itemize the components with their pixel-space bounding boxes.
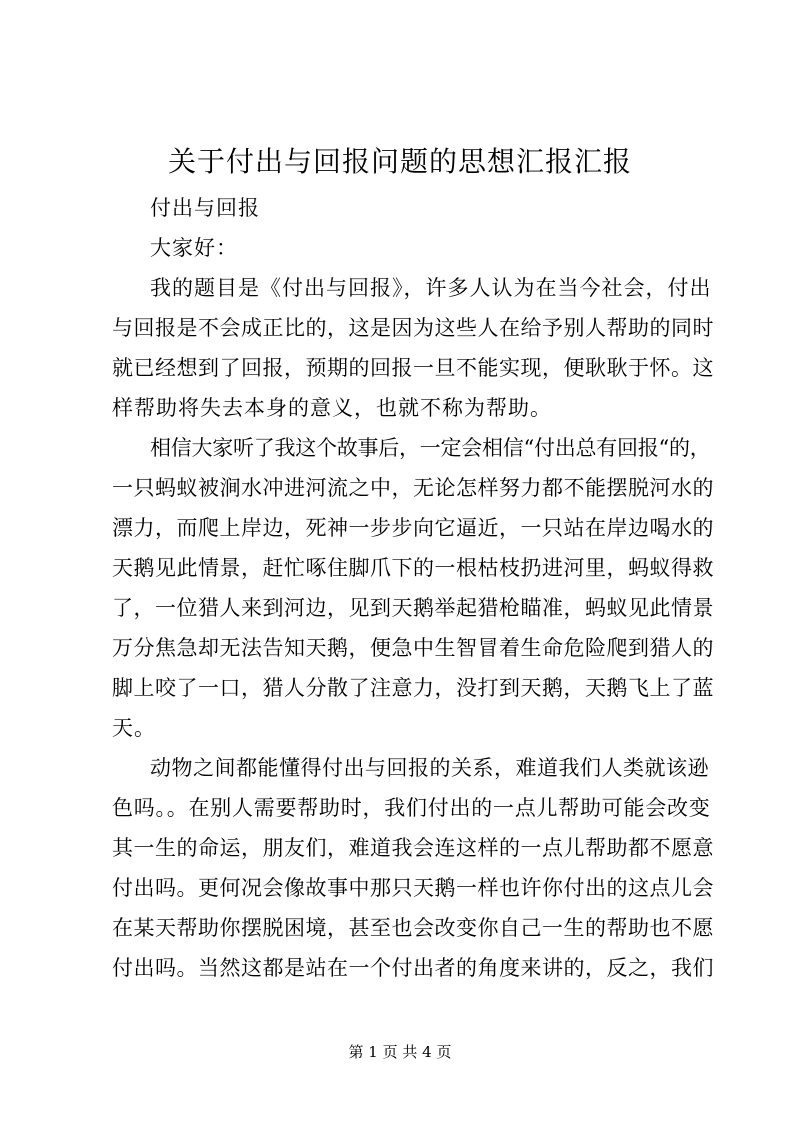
paragraph-line: 万分焦急却无法告知天鹅，便急中生智冒着生命危险爬到猎人的 xyxy=(112,636,714,660)
paragraph-line: 动物之间都能懂得付出与回报的关系，难道我们人类就该逊 xyxy=(150,756,709,780)
paragraph-line: 脚上咬了一口，猎人分散了注意力，没打到天鹅，天鹅飞上了蓝 xyxy=(112,676,714,700)
paragraph-line: 相信大家听了我这个故事后，一定会相信“付出总有回报“的， xyxy=(150,436,711,460)
paragraph-line: 样帮助将失去本身的意义，也就不称为帮助。 xyxy=(112,396,552,420)
document-title: 关于付出与回报问题的思想汇报汇报 xyxy=(167,145,632,178)
paragraph-line: 天。 xyxy=(112,716,156,740)
greeting-line: 大家好： xyxy=(150,236,238,260)
paragraph-line: 付出吗。更何况会像故事中那只天鹅一样也许你付出的这点儿会 xyxy=(112,876,714,900)
paragraph-line: 天鹅见此情景，赶忙啄住脚爪下的一根枯枝扔进河里，蚂蚁得救 xyxy=(112,556,714,580)
paragraph-line: 就已经想到了回报，预期的回报一旦不能实现，便耿耿于怀。这 xyxy=(112,356,714,380)
paragraph-line: 我的题目是《付出与回报》，许多人认为在当今社会，付出 xyxy=(150,276,712,300)
paragraph-line: 在某天帮助你摆脱困境，甚至也会改变你自己一生的帮助也不愿 xyxy=(112,916,714,940)
paragraph-line: 付出吗。当然这都是站在一个付出者的角度来讲的，反之，我们 xyxy=(112,956,714,980)
paragraph-line: 了，一位猎人来到河边，见到天鹅举起猎枪瞄准，蚂蚁见此情景 xyxy=(112,596,714,620)
subtitle-line: 付出与回报 xyxy=(150,196,260,220)
page-number-footer: 第 1 页 共 4 页 xyxy=(348,1043,452,1061)
paragraph-line: 色吗。。在别人需要帮助时，我们付出的一点儿帮助可能会改变 xyxy=(112,796,711,820)
paragraph-line: 与回报是不会成正比的，这是因为这些人在给予别人帮助的同时 xyxy=(112,316,714,340)
paragraph-line: 一只蚂蚁被涧水冲进河流之中，无论怎样努力都不能摆脱河水的 xyxy=(112,476,714,500)
paragraph-line: 其一生的命运，朋友们，难道我会连这样的一点儿帮助都不愿意 xyxy=(112,836,714,860)
paragraph-line: 漂力，而爬上岸边，死神一步步向它逼近，一只站在岸边喝水的 xyxy=(112,516,714,540)
